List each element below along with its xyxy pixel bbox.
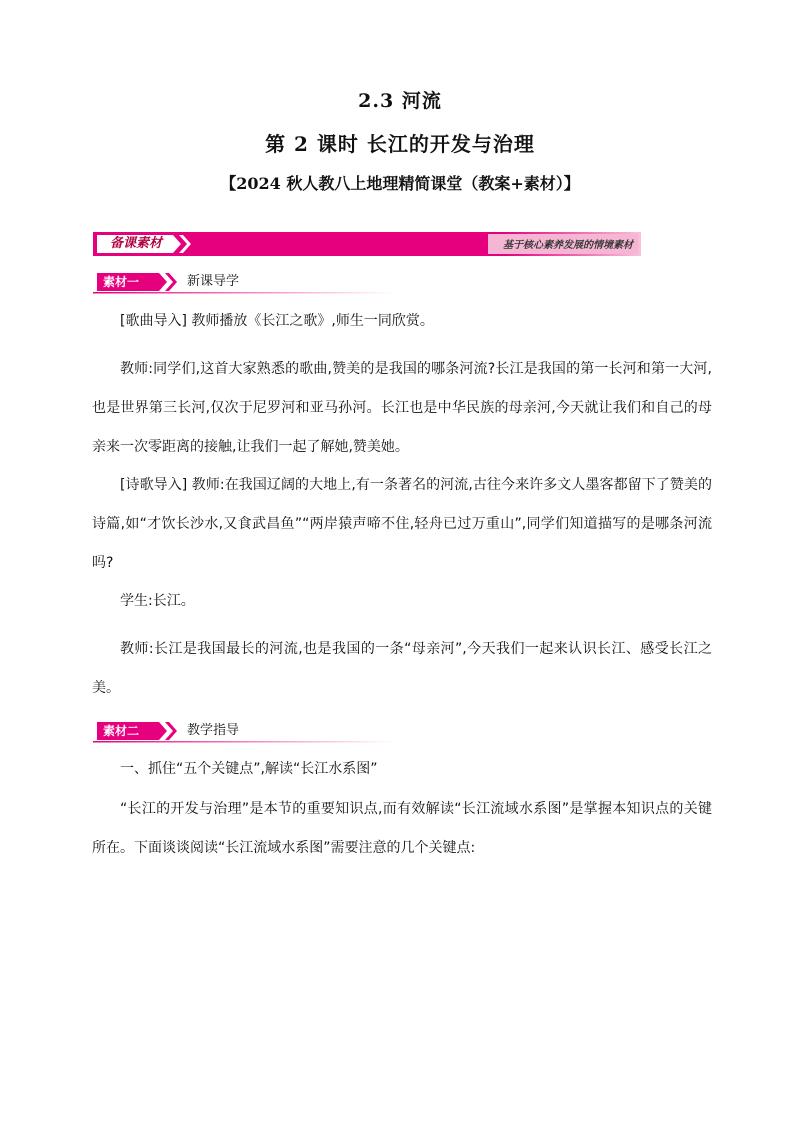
paragraph: 一、抓住“五个关键点”,解读“长江水系图” <box>120 761 378 777</box>
prep-material-banner <box>93 232 641 256</box>
course-tag: 【2024 秋人教八上地理精简课堂（教案+素材）】 <box>220 174 580 193</box>
banner-caption: 基于核心素养发展的情境素材 <box>503 240 633 251</box>
paragraph: [歌曲导入] 教师播放《长江之歌》,师生一同欣赏。 <box>120 313 434 329</box>
paragraph: 学生:长江。 <box>120 593 195 609</box>
paragraph: [诗歌导入] 教师:在我国辽阔的大地上,有一条著名的河流,古往今来许多文人墨客都留下了赞美的诗篇,如“才饮长沙水,又食武昌鱼”“两岸猿声啼不住,轻舟已过万重山”,同学们知道描写的是哪条河流吗? <box>92 477 712 571</box>
section-tag: 素材一 <box>103 275 140 289</box>
section-header-1 <box>93 270 393 294</box>
section-header-2 <box>93 719 393 743</box>
banner-label: 备课素材 <box>109 236 162 251</box>
section-title: 教学指导 <box>187 723 240 738</box>
section-tag: 素材二 <box>103 724 140 738</box>
lesson-title: 2.3 河流 <box>358 90 442 112</box>
paragraph: 教师:长江是我国最长的河流,也是我国的一条“母亲河”,今天我们一起来认识长江、感受长江之美。 <box>92 641 712 696</box>
lesson-subtitle: 第 2 课时 长江的开发与治理 <box>265 132 535 156</box>
paragraph: 教师:同学们,这首大家熟悉的歌曲,赞美的是我国的哪条河流?长江是我国的第一长河和第一大河,也是世界第三长河,仅次于尼罗河和亚马孙河。长江也是中华民族的母亲河,今天就让我们和自己的母亲来一次零距离的接触,让我们一起了解她,赞美她。 <box>92 361 712 455</box>
paragraph: “长江的开发与治理”是本节的重要知识点,而有效解读“长江流域水系图”是掌握本知识点的关键所在。下面谈谈阅读“长江流域水系图”需要注意的几个关键点: <box>92 801 712 856</box>
section-title: 新课导学 <box>187 274 240 289</box>
